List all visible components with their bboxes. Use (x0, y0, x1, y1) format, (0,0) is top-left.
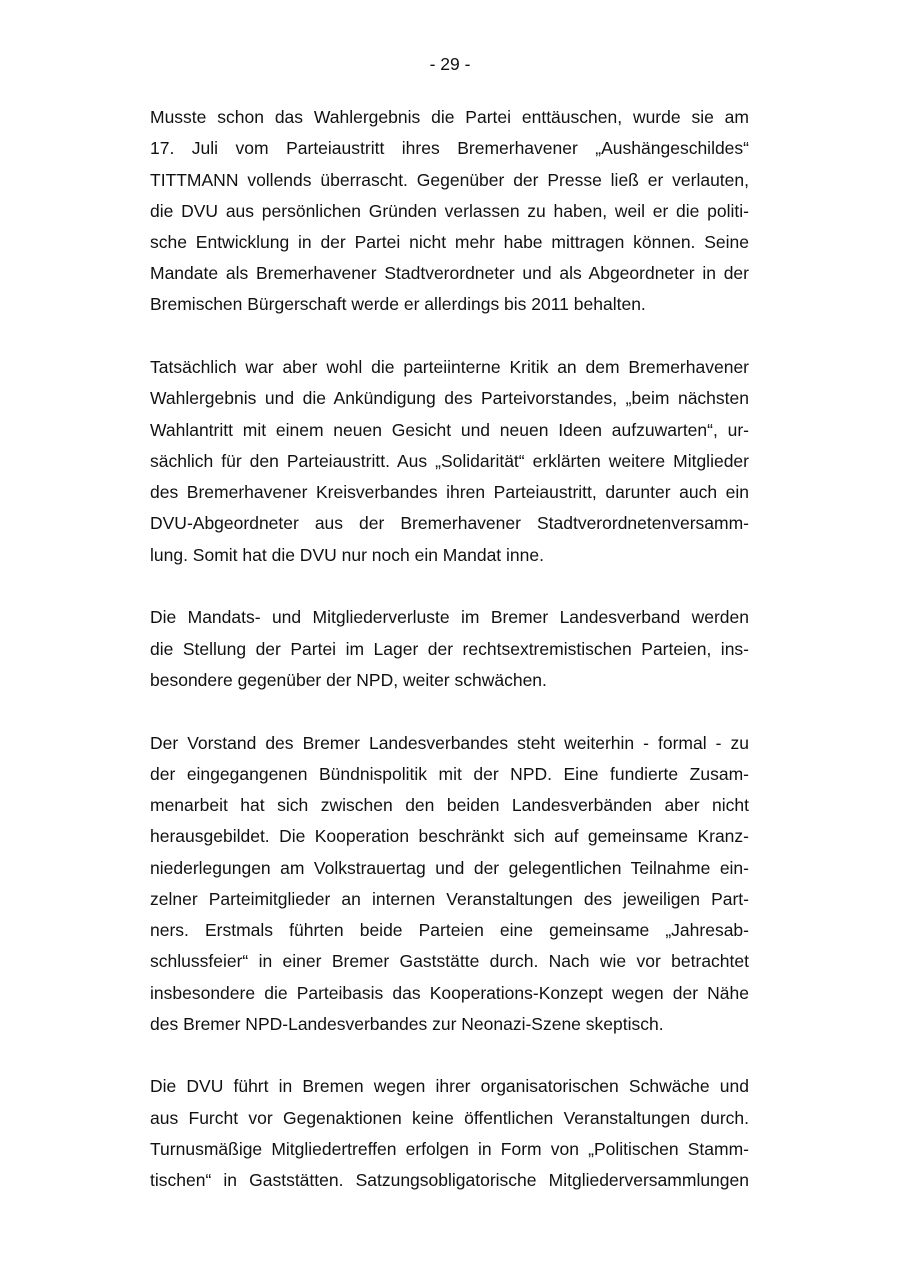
paragraph-1-line-3: TITTMANN vollends überrascht. Gegenüber der Presse ließ er verlauten, (150, 170, 749, 190)
paragraph-2-line-4: sächlich für den Parteiaustritt. Aus „Solidarität“ erklärten weitere Mitglieder (150, 451, 749, 471)
paragraph-4-line-10: des Bremer NPD-Landesverbandes zur Neonazi-Szene skeptisch. (150, 1014, 664, 1034)
paragraph-5-line-4: tischen“ in Gaststätten. Satzungsobligatorische Mitgliederversammlungen (150, 1170, 749, 1190)
paragraph-1-line-7: Bremischen Bürgerschaft werde er allerdings bis 2011 behalten. (150, 294, 646, 314)
paragraph-1-line-6: Mandate als Bremerhavener Stadtverordneter und als Abgeordneter in der (150, 263, 749, 283)
page-number: - 29 - (429, 54, 471, 74)
paragraph-4-line-2: der eingegangenen Bündnispolitik mit der NPD. Eine fundierte Zusam- (150, 764, 749, 784)
paragraph-3-line-2: die Stellung der Partei im Lager der rechtsextremistischen Parteien, ins- (150, 639, 749, 659)
paragraph-4-line-1: Der Vorstand des Bremer Landesverbandes steht weiterhin - formal - zu (150, 733, 749, 753)
paragraph-5-line-2: aus Furcht vor Gegenaktionen keine öffentlichen Veranstaltungen durch. (150, 1108, 749, 1128)
paragraph-2-line-1: Tatsächlich war aber wohl die parteiinterne Kritik an dem Bremerhavener (150, 357, 749, 377)
paragraph-5-line-1: Die DVU führt in Bremen wegen ihrer organisatorischen Schwäche und (150, 1076, 749, 1096)
paragraph-5-line-3: Turnusmäßige Mitgliedertreffen erfolgen in Form von „Politischen Stamm- (150, 1139, 749, 1159)
paragraph-4-line-5: niederlegungen am Volkstrauertag und der gelegentlichen Teilnahme ein- (150, 858, 749, 878)
paragraph-2-line-6: DVU-Abgeordneter aus der Bremerhavener Stadtverordnetenversamm- (150, 513, 749, 533)
paragraph-2-line-2: Wahlergebnis und die Ankündigung des Parteivorstandes, „beim nächsten (150, 388, 749, 408)
paragraph-4-line-6: zelner Parteimitglieder an internen Veranstaltungen des jeweiligen Part- (150, 889, 749, 909)
paragraph-2-line-7: lung. Somit hat die DVU nur noch ein Mandat inne. (150, 545, 544, 565)
paragraph-3-line-3: besondere gegenüber der NPD, weiter schwächen. (150, 670, 547, 690)
paragraph-4-line-8: schlussfeier“ in einer Bremer Gaststätte durch. Nach wie vor betrachtet (150, 951, 749, 971)
paragraph-4-line-4: herausgebildet. Die Kooperation beschränkt sich auf gemeinsame Kranz- (150, 826, 749, 846)
paragraph-2-line-3: Wahlantritt mit einem neuen Gesicht und neuen Ideen aufzuwarten“, ur- (150, 420, 749, 440)
paragraph-4-line-7: ners. Erstmals führten beide Parteien eine gemeinsame „Jahresab- (150, 920, 749, 940)
paragraph-3-line-1: Die Mandats- und Mitgliederverluste im Bremer Landesverband werden (150, 607, 749, 627)
paragraph-1-line-5: sche Entwicklung in der Partei nicht mehr habe mittragen können. Seine (150, 232, 749, 252)
paragraph-1-line-1: Musste schon das Wahlergebnis die Partei enttäuschen, wurde sie am (150, 107, 749, 127)
paragraph-4-line-9: insbesondere die Parteibasis das Kooperations-Konzept wegen der Nähe (150, 983, 749, 1003)
paragraph-1-line-4: die DVU aus persönlichen Gründen verlassen zu haben, weil er die politi- (150, 201, 749, 221)
paragraph-1-line-2: 17. Juli vom Parteiaustritt ihres Bremerhavener „Aushängeschildes“ (150, 138, 749, 158)
paragraph-4-line-3: menarbeit hat sich zwischen den beiden Landesverbänden aber nicht (150, 795, 749, 815)
paragraph-2-line-5: des Bremerhavener Kreisverbandes ihren Parteiaustritt, darunter auch ein (150, 482, 749, 502)
